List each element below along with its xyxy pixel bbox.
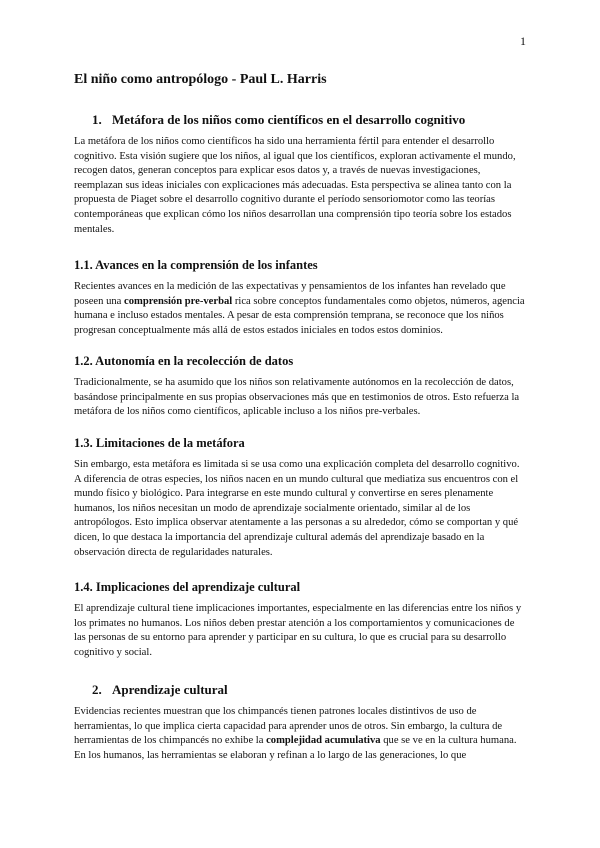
section-2-number: 2. <box>92 682 102 697</box>
section-2-paragraph <box>74 705 528 763</box>
section-2-heading <box>74 682 528 698</box>
section-1-number: 1. <box>92 112 102 127</box>
page-number: 1 <box>520 34 526 48</box>
section-2-text-before: Evidencias recientes muestran que los chimpancés tienen patrones locales distintivos de uso de herramientas, lo que implica cierta capacidad para aprender unos de otros. Sin embargo, la cultura de herramientas de los chimpancés no exhibe la <box>74 706 503 747</box>
section-1-3-heading: 1.3. Limitaciones de la metáfora <box>74 436 245 450</box>
section-1-heading-text: Metáfora de los niños como científicos en el desarrollo cognitivo <box>112 112 466 127</box>
section-1-2 <box>74 354 528 420</box>
section-1-1-text-after: rica sobre conceptos fundamentales como objetos, números, agencia humana e incluso estados mentales. A pesar de esta comprensión temprana, se reconoce que los niños progresan conceptualmente más allá de estos estados iniciales en todos estos dominios. <box>74 295 525 336</box>
section-1-1-paragraph <box>74 280 528 338</box>
section-1-heading <box>74 112 528 128</box>
section-2-heading-text: Aprendizaje cultural <box>112 682 228 697</box>
section-1-3-paragraph: Sin embargo, esta metáfora es limitada si se usa como una explicación completa del desarrollo cognitivo. A diferencia de otras especies, los niños nacen en un mundo cultural que mediatiza sus encuentros con el mundo físico y biológico. Para integrarse en este mundo cultural y convertirse en seres plenamente humanos, los niños necesitan un modo de aprendizaje socialmente orientado, similar al de los antropólogos. Esto implica observar atentamente a las personas a su alrededor, cómo se comportan y qué dicen, lo que destaca la importancia del aprendizaje cultural además del aprendizaje basado en la observación directa de regularidades naturales. <box>74 459 520 558</box>
section-2-bold-term: complejidad acumulativa <box>266 735 381 747</box>
section-1-1-heading: 1.1. Avances en la comprensión de los infantes <box>74 258 318 272</box>
section-1-2-heading: 1.2. Autonomía en la recolección de datos <box>74 354 294 368</box>
section-1-1-bold-term: comprensión pre-verbal <box>124 295 233 307</box>
section-1-4 <box>74 580 528 660</box>
section-1-4-heading: 1.4. Implicaciones del aprendizaje cultural <box>74 580 301 594</box>
section-1-3 <box>74 436 528 560</box>
section-1-1-text-before: Recientes avances en la medición de las expectativas y pensamientos de los infantes han revelado que poseen una <box>74 281 506 307</box>
section-1-1 <box>74 258 528 338</box>
section-2-text-after: que se ve en la cultura humana. En los humanos, las herramientas se elaboran y refinan a lo largo de las generaciones, lo que <box>74 735 517 761</box>
section-1-paragraph: La metáfora de los niños como científicos ha sido una herramienta fértil para entender el desarrollo cognitivo. Esta visión sugiere que los niños, al igual que los científicos, exploran activamente el mundo, recogen datos, generan conceptos para explicar esos datos y, a través de nuevas investigaciones, reemplazan sus ideas iniciales con explicaciones más adecuadas. Esta perspectiva se alinea tanto con la propuesta de Piaget sobre el desarrollo cognitivo durante el período sensoriomotor como las teorías contemporáneas que explican cómo los niños desarrollan una comprensión tipo teoría sobre los estados mentales. <box>74 136 516 235</box>
section-1 <box>74 112 528 237</box>
section-1-2-paragraph: Tradicionalmente, se ha asumido que los niños son relativamente autónomos en la recolección de datos, basándose principalmente en sus propias observaciones más que en testimonios de otros. Esto refuerza la metáfora de los niños como científicos, aplicable incluso a los niños pre-verbales. <box>74 377 520 418</box>
section-1-4-paragraph: El aprendizaje cultural tiene implicaciones importantes, especialmente en las diferencias entre los niños y los primates no humanos. Los niños deben prestar atención a los comportamientos y comunicaciones de las personas de su entorno para aprender y participar en su cultura, lo que es crucial para su desarrollo cognitivo y social. <box>74 603 522 658</box>
document-title: El niño como antropólogo - Paul L. Harris <box>74 72 327 87</box>
section-2 <box>74 682 528 763</box>
